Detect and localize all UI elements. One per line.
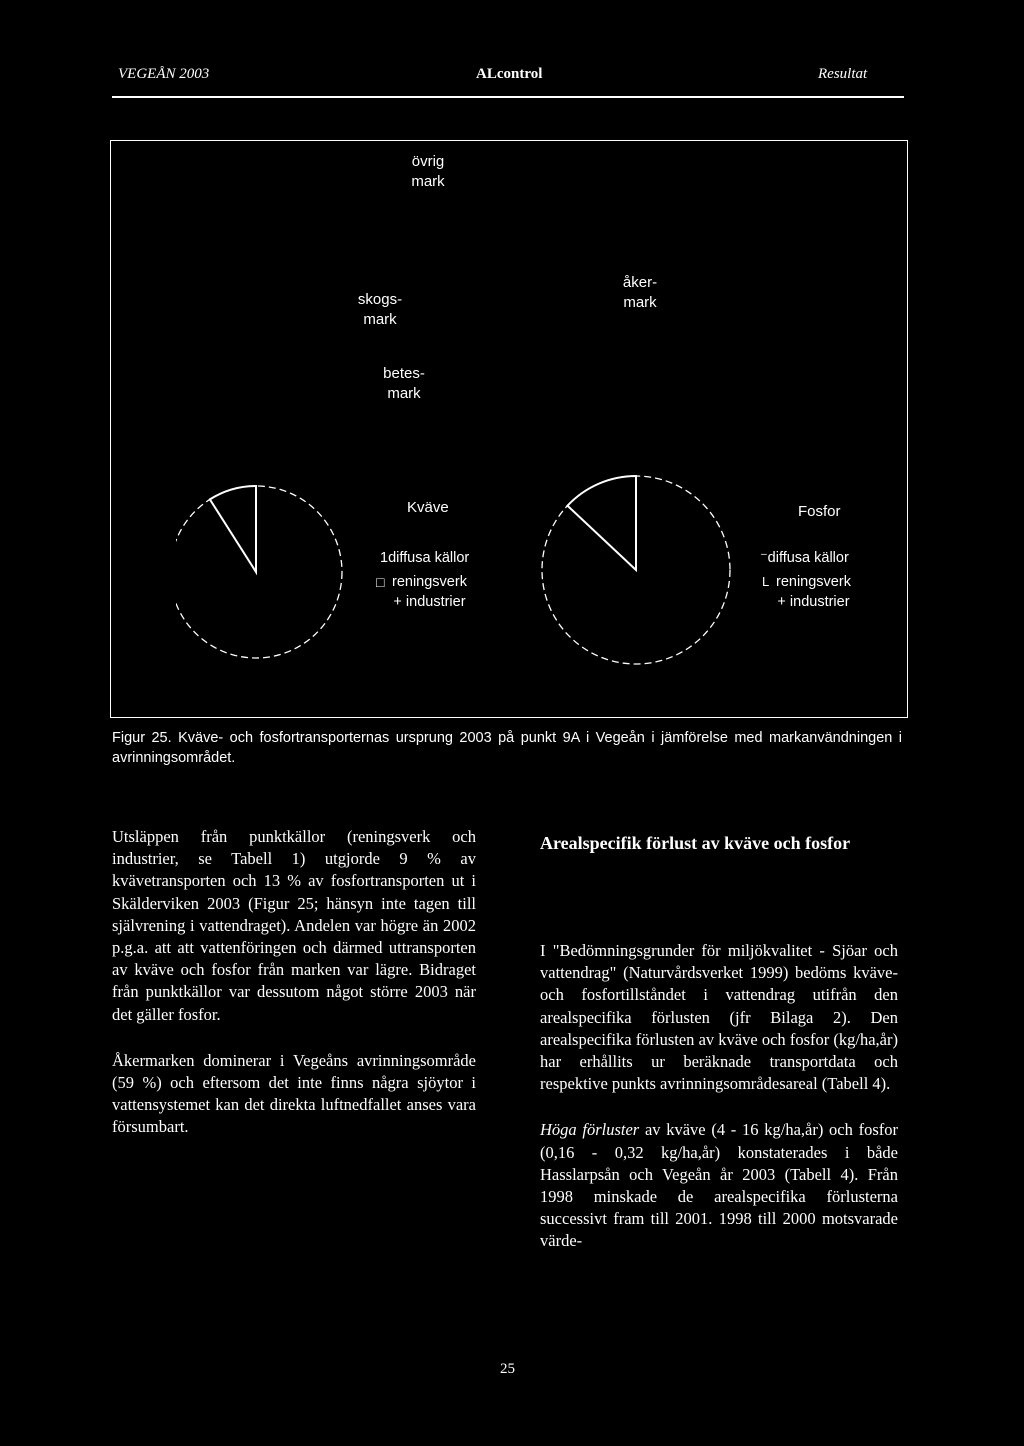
- left-column: [112, 826, 476, 1139]
- section-heading: Arealspecifik förlust av kväve och fosfor: [540, 833, 851, 853]
- figure-caption: Figur 25. Kväve- och fosfortransporternas ursprung 2003 på punkt 9A i Vegeån i jämförelse med markanvändningen i avrinningsområdet.: [112, 730, 902, 766]
- paragraph: Åkermarken dominerar i Vegeåns avrinningsområde (59 %) och eftersom det inte finns några sjöytor i vattensystemet kan det direkta luftnedfallet anses vara försumbart.: [112, 1050, 476, 1137]
- phosphorus-legend-point: reningsverk + industrier: [776, 574, 851, 610]
- paragraph: I "Bedömningsgrunder för miljökvalitet - Sjöar och vattendrag" (Naturvårdsverket 1999) bedöms kväve- och fosfortillståndet i vattendrag utifrån den arealspecifika förlusten (jfr Bilaga 2). Den arealspecifika förlusten av kväve och fosfor (kg/ha,år) har erhållits ur beräknade transportdata och respektive punkts avrinningsområdesareal (Tabell 4).: [540, 941, 898, 1094]
- nitrogen-pie-chart: [176, 468, 358, 680]
- nitrogen-legend-diffuse: diffusa källor: [388, 550, 470, 566]
- header-center: ALcontrol: [476, 66, 543, 82]
- legend-marker-icon: L: [762, 574, 770, 589]
- legend-marker-icon: ⁻: [760, 550, 768, 566]
- phosphorus-pie-title: Fosfor: [798, 503, 841, 520]
- label-betes-mark: betes- mark: [383, 365, 425, 402]
- phosphorus-legend-diffuse: diffusa källor: [767, 550, 849, 566]
- phosphorus-point-source-slice: [568, 476, 637, 570]
- nitrogen-pie-outline: [176, 486, 342, 658]
- legend-marker-icon: □: [376, 574, 385, 590]
- header-left: VEGEÅN 2003: [118, 66, 210, 82]
- right-column: [540, 940, 898, 1253]
- label-skogs-mark: skogs- mark: [357, 291, 403, 328]
- page-number: 25: [500, 1361, 515, 1377]
- header-rule: [112, 96, 904, 98]
- label-ovrig-mark: övrig mark: [411, 153, 445, 190]
- paragraph: Utsläppen från punktkällor (reningsverk och industrier, se Tabell 1) utgjorde 9 % av kvävetransporten och 13 % av fosfortransporten ut i Skälderviken 2003 (Figur 25; hänsyn inte tagen till självrening i vattendraget). Andelen var högre än 2002 p.g.a. att att vattenföringen och därmed uttransporten av kväve och fosfor från marken var lägre. Bidraget från punktkällor var dessutom något större 2003 när det gäller fosfor.: [112, 827, 476, 1024]
- legend-marker-icon: 1: [380, 550, 389, 566]
- nitrogen-point-source-slice: [210, 486, 256, 572]
- paragraph: [540, 1119, 898, 1252]
- paragraph-text: av kväve (4 - 16 kg/ha,år) och fosfor (0,16 - 0,32 kg/ha,år) konstaterades i både Hasslarpsån och Vegeån år 2003 (Tabell 4). Från 1998 minskade de arealspecifika förlusterna successivt fram till 2001. 1998 till 2000 motsvarade värde-: [540, 1120, 898, 1251]
- nitrogen-legend-point: reningsverk + industrier: [392, 574, 467, 610]
- phosphorus-pie-chart: [540, 466, 744, 680]
- emphasis-text: Höga förluster: [540, 1120, 640, 1140]
- nitrogen-pie-title: Kväve: [407, 499, 449, 516]
- header-right: Resultat: [818, 66, 868, 82]
- label-aker-mark: åker- mark: [622, 274, 658, 311]
